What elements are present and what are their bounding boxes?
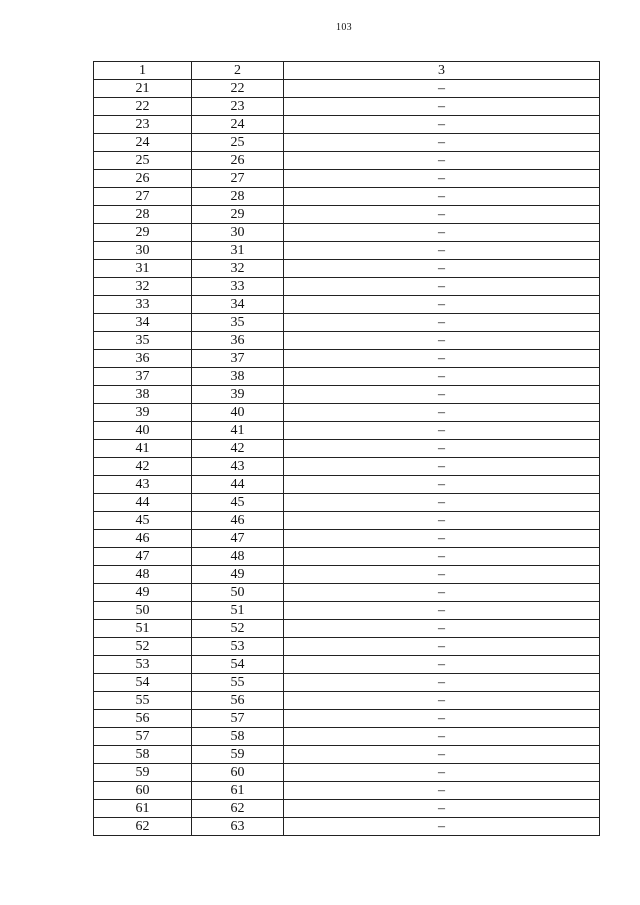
table-cell-col-2: 55 — [192, 674, 284, 692]
data-table-container — [93, 61, 599, 836]
table-row — [94, 368, 600, 386]
table-cell-col-3: – — [284, 206, 600, 224]
page-number: 103 — [336, 22, 352, 33]
table-cell-col-2: 27 — [192, 170, 284, 188]
table-cell-col-3: – — [284, 422, 600, 440]
table-cell-col-1: 62 — [94, 818, 192, 836]
table-cell-col-1: 51 — [94, 620, 192, 638]
header-row — [94, 62, 600, 80]
table-row — [94, 674, 600, 692]
table-cell-col-2: 28 — [192, 188, 284, 206]
table-row — [94, 314, 600, 332]
table-row — [94, 458, 600, 476]
table-cell-col-1: 39 — [94, 404, 192, 422]
table-cell-col-3: – — [284, 692, 600, 710]
table-cell-col-3: – — [284, 224, 600, 242]
table-cell-col-2: 51 — [192, 602, 284, 620]
table-cell-col-2: 50 — [192, 584, 284, 602]
table-cell-col-1: 42 — [94, 458, 192, 476]
table-cell-col-3: – — [284, 494, 600, 512]
table-cell-col-3: – — [284, 818, 600, 836]
table-cell-col-3: – — [284, 152, 600, 170]
table-row — [94, 386, 600, 404]
table-cell-col-1: 25 — [94, 152, 192, 170]
table-row — [94, 152, 600, 170]
table-cell-col-1: 55 — [94, 692, 192, 710]
table-cell-col-2: 31 — [192, 242, 284, 260]
table-cell-col-3: – — [284, 116, 600, 134]
table-cell-col-2: 48 — [192, 548, 284, 566]
table-cell-col-2: 46 — [192, 512, 284, 530]
table-cell-col-3: – — [284, 458, 600, 476]
table-cell-col-3: – — [284, 386, 600, 404]
table-cell-col-1: 56 — [94, 710, 192, 728]
table-cell-col-2: 36 — [192, 332, 284, 350]
table-cell-col-3: – — [284, 566, 600, 584]
table-cell-col-3: – — [284, 260, 600, 278]
table-cell-col-2: 59 — [192, 746, 284, 764]
table-cell-col-3: – — [284, 620, 600, 638]
table-cell-col-1: 59 — [94, 764, 192, 782]
table-row — [94, 620, 600, 638]
header-cell-3: 3 — [284, 62, 600, 80]
table-cell-col-1: 60 — [94, 782, 192, 800]
table-row — [94, 332, 600, 350]
table-row — [94, 548, 600, 566]
table-cell-col-2: 34 — [192, 296, 284, 314]
table-cell-col-3: – — [284, 404, 600, 422]
table-cell-col-2: 25 — [192, 134, 284, 152]
table-cell-col-2: 22 — [192, 80, 284, 98]
table-cell-col-2: 45 — [192, 494, 284, 512]
table-cell-col-1: 26 — [94, 170, 192, 188]
table-row — [94, 224, 600, 242]
table-row — [94, 476, 600, 494]
table-row — [94, 494, 600, 512]
table-row — [94, 692, 600, 710]
table-cell-col-1: 29 — [94, 224, 192, 242]
table-row — [94, 116, 600, 134]
table-cell-col-2: 63 — [192, 818, 284, 836]
table-cell-col-3: – — [284, 350, 600, 368]
table-cell-col-2: 56 — [192, 692, 284, 710]
table-row — [94, 584, 600, 602]
table-cell-col-2: 24 — [192, 116, 284, 134]
table-cell-col-2: 57 — [192, 710, 284, 728]
table-cell-col-3: – — [284, 656, 600, 674]
table-cell-col-1: 53 — [94, 656, 192, 674]
table-cell-col-1: 32 — [94, 278, 192, 296]
table-cell-col-2: 58 — [192, 728, 284, 746]
table-cell-col-1: 47 — [94, 548, 192, 566]
table-cell-col-2: 54 — [192, 656, 284, 674]
table-cell-col-1: 43 — [94, 476, 192, 494]
table-cell-col-1: 40 — [94, 422, 192, 440]
table-cell-col-3: – — [284, 314, 600, 332]
table-cell-col-2: 38 — [192, 368, 284, 386]
table-cell-col-3: – — [284, 278, 600, 296]
table-cell-col-3: – — [284, 674, 600, 692]
table-cell-col-3: – — [284, 440, 600, 458]
table-cell-col-3: – — [284, 170, 600, 188]
table-cell-col-3: – — [284, 188, 600, 206]
table-row — [94, 206, 600, 224]
table-cell-col-1: 31 — [94, 260, 192, 278]
table-cell-col-3: – — [284, 98, 600, 116]
table-cell-col-2: 47 — [192, 530, 284, 548]
table-cell-col-1: 45 — [94, 512, 192, 530]
table-row — [94, 800, 600, 818]
table-cell-col-2: 39 — [192, 386, 284, 404]
table-row — [94, 404, 600, 422]
table-cell-col-1: 58 — [94, 746, 192, 764]
table-cell-col-1: 44 — [94, 494, 192, 512]
table-cell-col-3: – — [284, 80, 600, 98]
table-cell-col-1: 27 — [94, 188, 192, 206]
table-cell-col-1: 30 — [94, 242, 192, 260]
table-cell-col-1: 24 — [94, 134, 192, 152]
table-cell-col-1: 57 — [94, 728, 192, 746]
table-cell-col-1: 21 — [94, 80, 192, 98]
table-row — [94, 422, 600, 440]
table-cell-col-3: – — [284, 512, 600, 530]
header-cell-1: 1 — [94, 62, 192, 80]
table-header — [94, 62, 600, 80]
table-cell-col-1: 36 — [94, 350, 192, 368]
table-cell-col-3: – — [284, 368, 600, 386]
table-cell-col-2: 40 — [192, 404, 284, 422]
table-row — [94, 782, 600, 800]
table-cell-col-3: – — [284, 602, 600, 620]
table-cell-col-2: 29 — [192, 206, 284, 224]
table-cell-col-1: 49 — [94, 584, 192, 602]
table-row — [94, 566, 600, 584]
table-cell-col-3: – — [284, 710, 600, 728]
table-row — [94, 440, 600, 458]
table-cell-col-2: 42 — [192, 440, 284, 458]
table-cell-col-3: – — [284, 530, 600, 548]
table-cell-col-2: 49 — [192, 566, 284, 584]
table-cell-col-3: – — [284, 746, 600, 764]
table-cell-col-2: 37 — [192, 350, 284, 368]
table-row — [94, 278, 600, 296]
table-cell-col-1: 38 — [94, 386, 192, 404]
table-cell-col-2: 32 — [192, 260, 284, 278]
table-cell-col-2: 23 — [192, 98, 284, 116]
table-cell-col-2: 33 — [192, 278, 284, 296]
table-row — [94, 260, 600, 278]
table-cell-col-2: 62 — [192, 800, 284, 818]
table-cell-col-3: – — [284, 584, 600, 602]
table-cell-col-2: 35 — [192, 314, 284, 332]
table-cell-col-1: 50 — [94, 602, 192, 620]
table-cell-col-3: – — [284, 728, 600, 746]
table-row — [94, 602, 600, 620]
table-cell-col-1: 35 — [94, 332, 192, 350]
table-row — [94, 170, 600, 188]
table-cell-col-2: 30 — [192, 224, 284, 242]
table-row — [94, 512, 600, 530]
table-cell-col-1: 41 — [94, 440, 192, 458]
table-cell-col-2: 52 — [192, 620, 284, 638]
table-cell-col-2: 41 — [192, 422, 284, 440]
table-cell-col-2: 43 — [192, 458, 284, 476]
table-cell-col-2: 61 — [192, 782, 284, 800]
table-cell-col-3: – — [284, 134, 600, 152]
table-cell-col-1: 52 — [94, 638, 192, 656]
table-row — [94, 188, 600, 206]
table-cell-col-1: 54 — [94, 674, 192, 692]
table-cell-col-1: 37 — [94, 368, 192, 386]
table-cell-col-3: – — [284, 548, 600, 566]
table-cell-col-1: 48 — [94, 566, 192, 584]
table-cell-col-1: 23 — [94, 116, 192, 134]
table-cell-col-1: 22 — [94, 98, 192, 116]
table-cell-col-3: – — [284, 476, 600, 494]
table-body — [94, 80, 600, 836]
table-row — [94, 728, 600, 746]
table-cell-col-3: – — [284, 638, 600, 656]
table-cell-col-3: – — [284, 782, 600, 800]
table-row — [94, 818, 600, 836]
table-cell-col-2: 44 — [192, 476, 284, 494]
table-cell-col-3: – — [284, 242, 600, 260]
table-row — [94, 80, 600, 98]
table-cell-col-1: 46 — [94, 530, 192, 548]
table-cell-col-3: – — [284, 764, 600, 782]
table-cell-col-1: 28 — [94, 206, 192, 224]
table-row — [94, 350, 600, 368]
table-cell-col-1: 33 — [94, 296, 192, 314]
header-cell-2: 2 — [192, 62, 284, 80]
table-cell-col-2: 53 — [192, 638, 284, 656]
table-row — [94, 242, 600, 260]
table-row — [94, 296, 600, 314]
table-row — [94, 764, 600, 782]
table-cell-col-2: 60 — [192, 764, 284, 782]
table-row — [94, 710, 600, 728]
data-table — [93, 61, 600, 836]
table-row — [94, 746, 600, 764]
table-cell-col-1: 61 — [94, 800, 192, 818]
table-cell-col-3: – — [284, 296, 600, 314]
table-row — [94, 530, 600, 548]
table-cell-col-2: 26 — [192, 152, 284, 170]
table-cell-col-3: – — [284, 332, 600, 350]
table-row — [94, 638, 600, 656]
table-row — [94, 656, 600, 674]
table-row — [94, 98, 600, 116]
table-row — [94, 134, 600, 152]
table-cell-col-3: – — [284, 800, 600, 818]
table-cell-col-1: 34 — [94, 314, 192, 332]
